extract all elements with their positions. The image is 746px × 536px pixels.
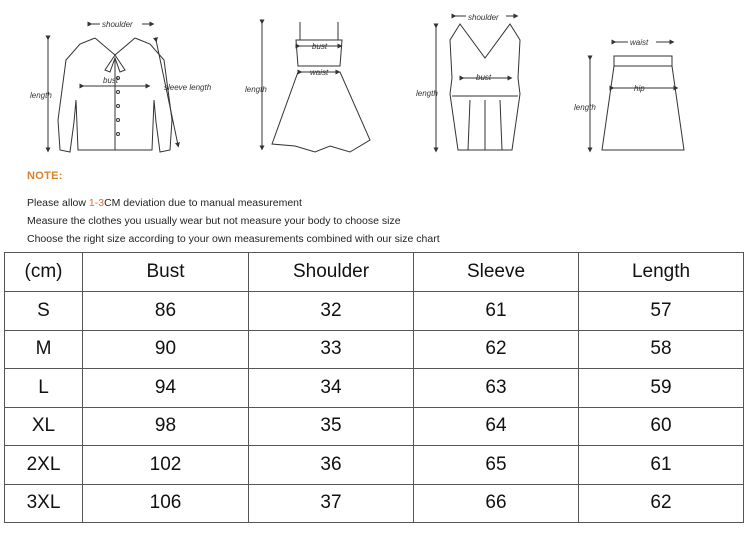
dress-bust-label: bust xyxy=(312,42,328,51)
header-shoulder: Shoulder xyxy=(249,253,414,292)
sleeve-label: sleeve length xyxy=(164,83,212,92)
note-block xyxy=(27,170,727,248)
size-cell: M xyxy=(5,330,83,369)
bust-cell: 94 xyxy=(83,369,249,408)
skirt-hip-label: hip xyxy=(634,84,645,93)
size-table-header xyxy=(5,253,744,292)
shoulder-cell: 32 xyxy=(249,292,414,331)
note-line-1-pre: Please allow xyxy=(27,197,89,209)
size-cell: 2XL xyxy=(5,446,83,485)
dress-length-label: length xyxy=(245,85,267,94)
size-cell: XL xyxy=(5,407,83,446)
tank-length-label: length xyxy=(416,89,438,98)
sleeve-cell: 62 xyxy=(414,330,579,369)
sleeve-cell: 65 xyxy=(414,446,579,485)
skirt-diagram xyxy=(590,42,684,150)
table-row xyxy=(5,292,744,331)
length-cell: 61 xyxy=(579,446,744,485)
shoulder-cell: 33 xyxy=(249,330,414,369)
table-row xyxy=(5,330,744,369)
sleeve-cell: 61 xyxy=(414,292,579,331)
length-cell: 62 xyxy=(579,484,744,523)
size-cell: L xyxy=(5,369,83,408)
bust-cell: 98 xyxy=(83,407,249,446)
note-line-1 xyxy=(27,194,727,212)
sleeve-cell: 66 xyxy=(414,484,579,523)
note-line-3: Choose the right size according to your own measurements combined with our size chart xyxy=(27,233,440,245)
skirt-length-label: length xyxy=(574,103,596,112)
bust-cell: 106 xyxy=(83,484,249,523)
shoulder-cell: 36 xyxy=(249,446,414,485)
shoulder-label: shoulder xyxy=(102,20,133,29)
dress-waist-label: waist xyxy=(310,68,329,77)
size-cell: 3XL xyxy=(5,484,83,523)
garment-illustrations xyxy=(0,0,746,168)
header-unit: (cm) xyxy=(5,253,83,292)
bust-cell: 102 xyxy=(83,446,249,485)
sleeve-cell: 64 xyxy=(414,407,579,446)
shoulder-cell: 35 xyxy=(249,407,414,446)
length-cell: 58 xyxy=(579,330,744,369)
header-sleeve: Sleeve xyxy=(414,253,579,292)
bust-label: bust xyxy=(103,76,119,85)
table-row xyxy=(5,446,744,485)
note-title: NOTE: xyxy=(27,170,63,182)
tank-shoulder-label: shoulder xyxy=(468,13,499,22)
bust-cell: 86 xyxy=(83,292,249,331)
header-length: Length xyxy=(579,253,744,292)
bust-cell: 90 xyxy=(83,330,249,369)
table-row xyxy=(5,369,744,408)
table-row xyxy=(5,407,744,446)
measurement-diagrams xyxy=(0,0,746,168)
length-cell: 57 xyxy=(579,292,744,331)
table-row xyxy=(5,484,744,523)
size-table xyxy=(4,252,744,523)
note-line-1-highlight: 1-3 xyxy=(88,197,105,209)
length-cell: 60 xyxy=(579,407,744,446)
header-bust: Bust xyxy=(83,253,249,292)
tank-diagram xyxy=(436,16,520,150)
shoulder-cell: 37 xyxy=(249,484,414,523)
sleeve-cell: 63 xyxy=(414,369,579,408)
skirt-waist-label: waist xyxy=(630,38,649,47)
note-line-1-post: CM deviation due to manual measurement xyxy=(104,197,302,209)
blouse-diagram xyxy=(48,24,178,152)
tank-bust-label: bust xyxy=(476,73,492,82)
length-label: length xyxy=(30,91,52,100)
size-cell: S xyxy=(5,292,83,331)
shoulder-cell: 34 xyxy=(249,369,414,408)
note-line-2: Measure the clothes you usually wear but not measure your body to choose size xyxy=(27,215,401,227)
length-cell: 59 xyxy=(579,369,744,408)
